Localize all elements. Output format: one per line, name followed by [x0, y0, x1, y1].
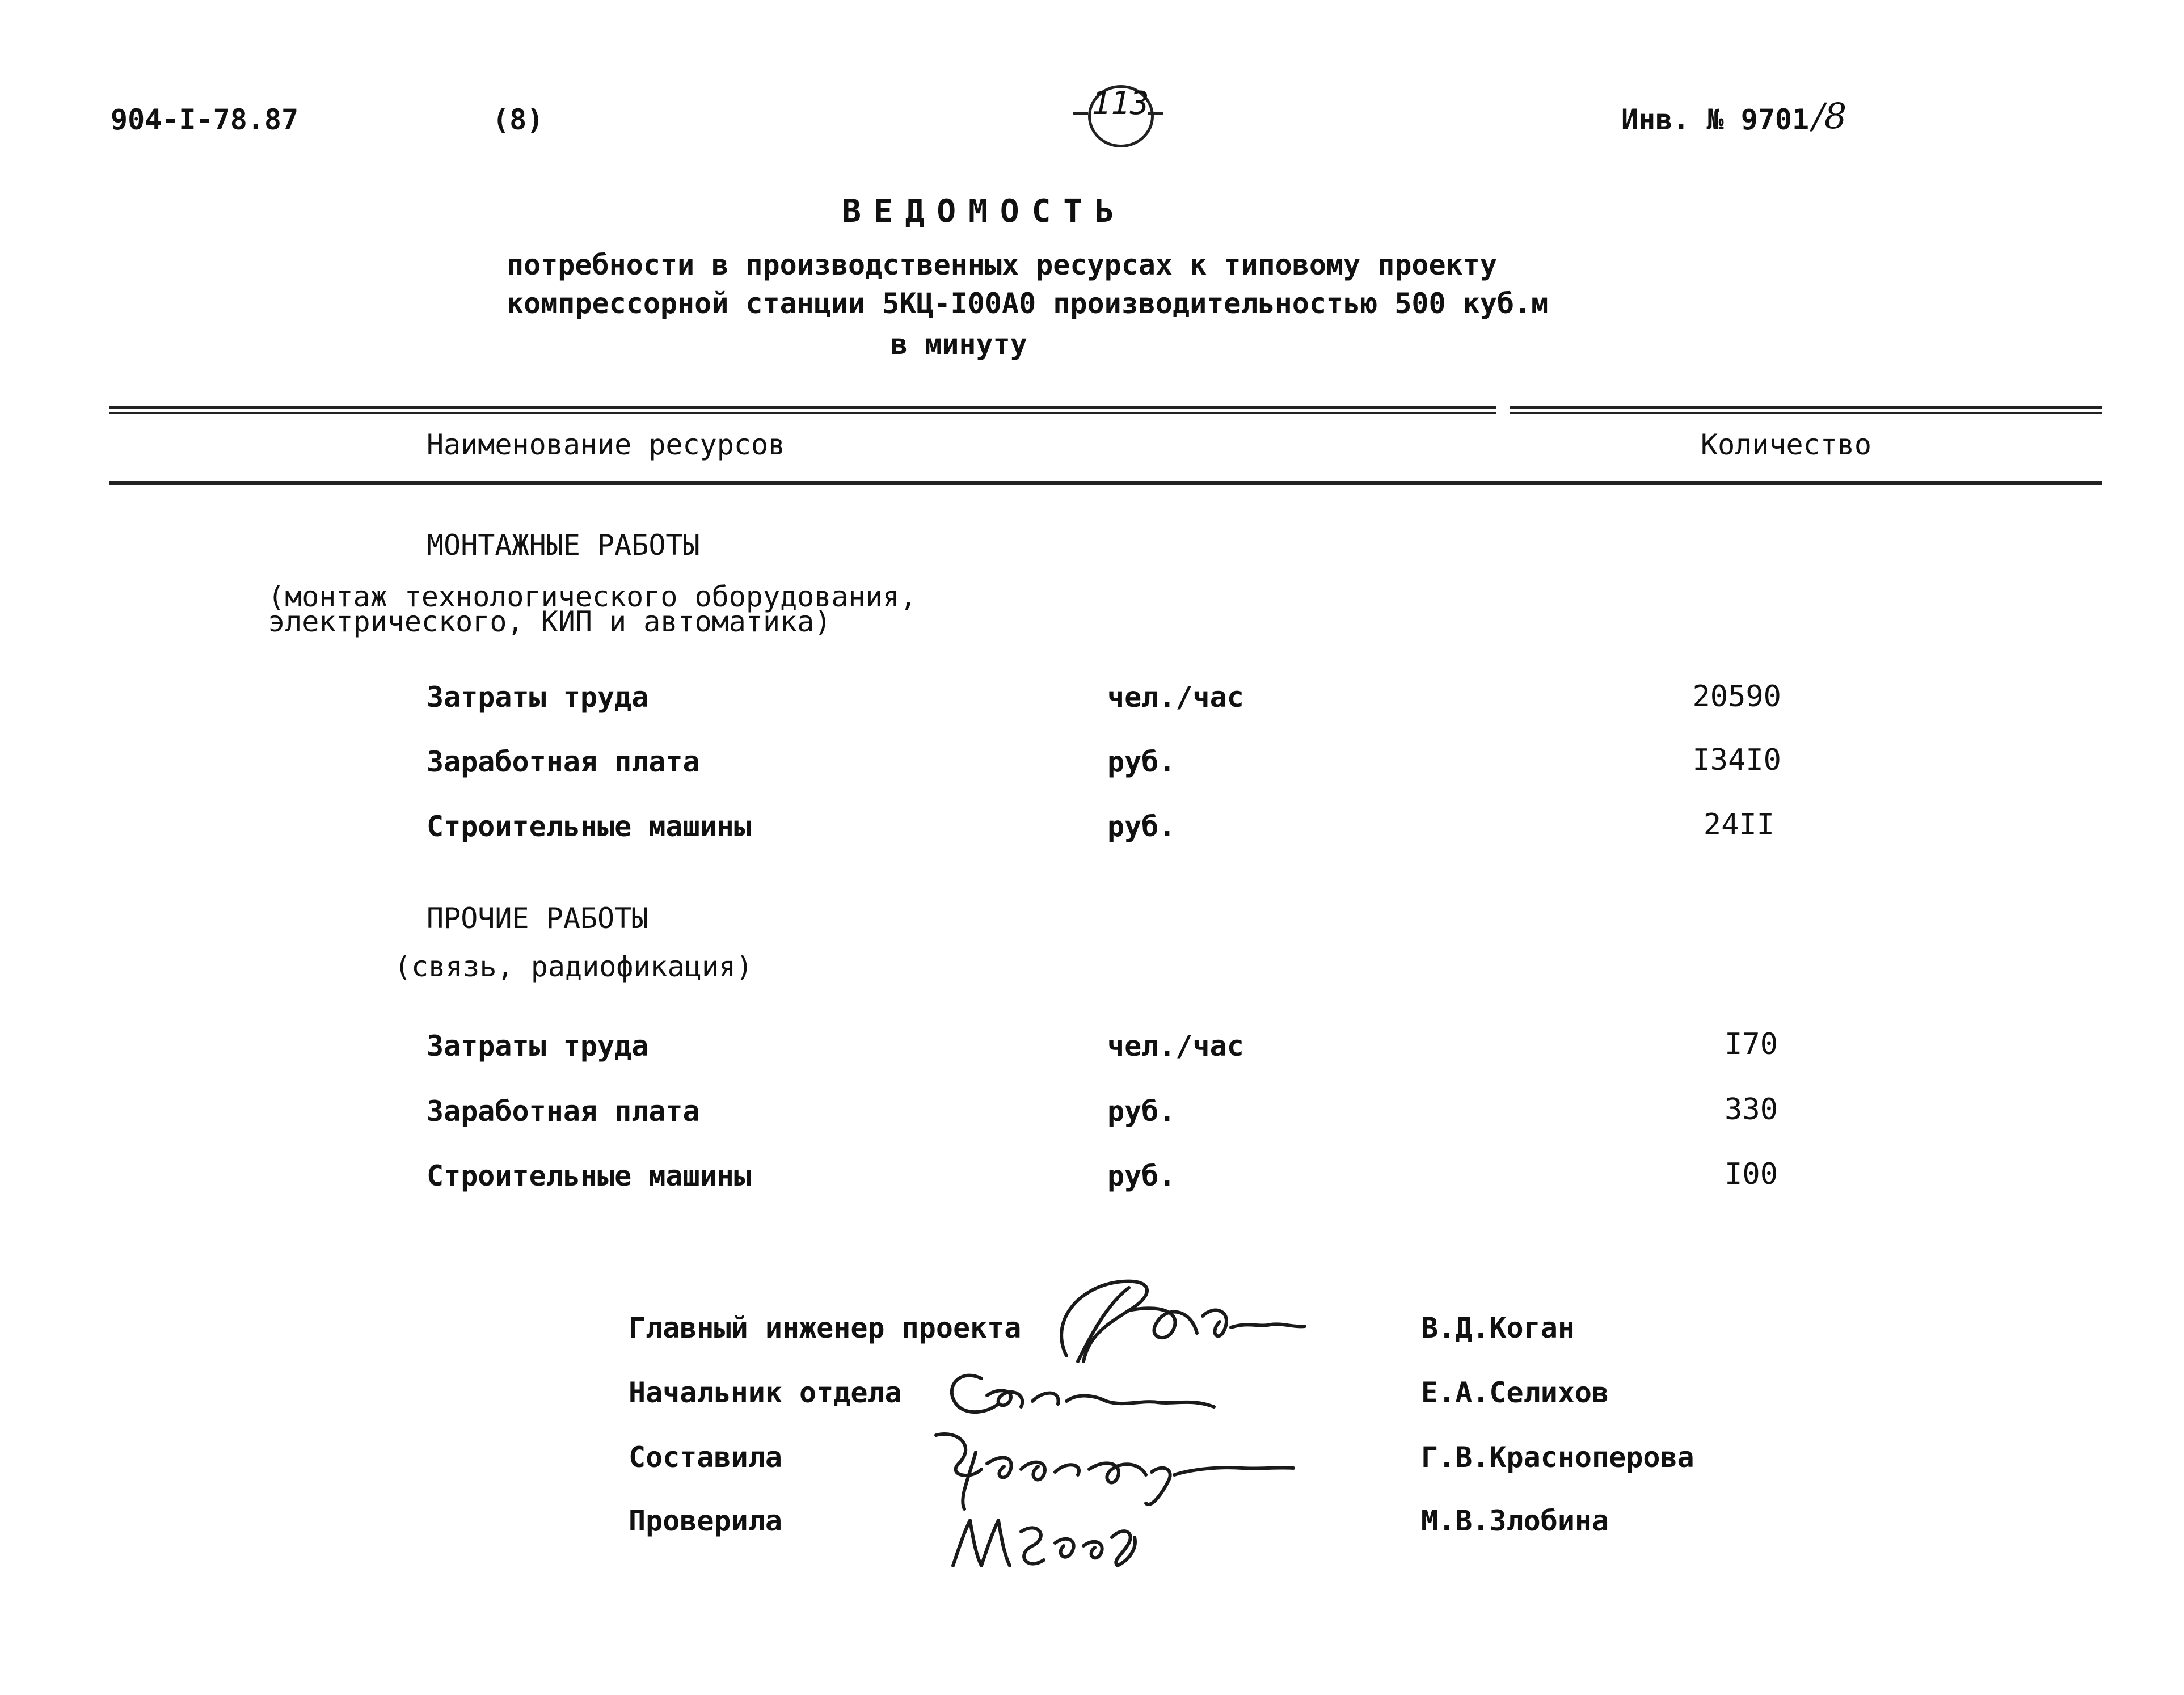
- signature-role: Проверила: [629, 1504, 782, 1537]
- signature-name: В.Д.Коган: [1421, 1312, 1575, 1344]
- page-number: 113: [1091, 85, 1149, 122]
- row-unit: чел./час: [1107, 1030, 1244, 1062]
- row-name: Строительные машины: [427, 1159, 751, 1192]
- column-header-name: Наименование ресурсов: [427, 428, 786, 461]
- signature-role: Составила: [629, 1441, 782, 1474]
- row-value: I70: [1725, 1027, 1778, 1061]
- handwritten-signature-department-head: [936, 1356, 1231, 1424]
- signature-name: М.В.Злобина: [1421, 1504, 1609, 1537]
- row-name: Заработная плата: [427, 1095, 700, 1128]
- row-name: Затраты труда: [427, 1030, 649, 1062]
- signature-role: Главный инженер проекта: [629, 1312, 1022, 1344]
- signature-name: Е.А.Селихов: [1421, 1376, 1609, 1409]
- document-title: ВЕДОМОСТЬ: [842, 193, 1127, 230]
- column-header-quantity: Количество: [1701, 428, 1872, 461]
- table-top-rule-right-2: [1510, 412, 2102, 414]
- row-value: 24II: [1703, 808, 1774, 842]
- inventory-suffix: /8: [1812, 95, 1847, 137]
- handwritten-signature-checked-by: [942, 1498, 1169, 1583]
- row-unit: руб.: [1107, 1159, 1176, 1192]
- section-title: МОНТАЖНЫЕ РАБОТЫ: [427, 529, 700, 562]
- row-value: 20590: [1692, 680, 1781, 714]
- signature-role: Начальник отдела: [629, 1376, 902, 1409]
- row-name: Заработная плата: [427, 745, 700, 778]
- row-unit: руб.: [1107, 745, 1176, 778]
- sheet-number: (8): [492, 103, 544, 136]
- subtitle-line-3: в минуту: [891, 328, 1027, 361]
- section-note-line: (монтаж технологического оборудования,: [268, 580, 917, 613]
- row-name: Затраты труда: [427, 681, 649, 714]
- signature-name: Г.В.Красноперова: [1421, 1441, 1694, 1474]
- row-value: 330: [1725, 1093, 1778, 1127]
- row-unit: чел./час: [1107, 681, 1244, 714]
- table-top-rule-right-1: [1510, 406, 2102, 409]
- inventory-number: Инв. № 9701: [1621, 103, 1810, 136]
- row-unit: руб.: [1107, 1095, 1176, 1128]
- row-unit: руб.: [1107, 810, 1176, 843]
- table-top-rule-left-2: [109, 412, 1496, 414]
- table-top-rule-left-1: [109, 406, 1496, 409]
- row-value: I34I0: [1692, 743, 1781, 777]
- row-name: Строительные машины: [427, 810, 751, 843]
- section-note-line: (связь, радиофикация): [394, 950, 753, 983]
- document-code: 904-I-78.87: [111, 103, 299, 136]
- section-title: ПРОЧИЕ РАБОТЫ: [427, 902, 649, 935]
- section-note-line: электрического, КИП и автоматика): [268, 605, 832, 638]
- table-header-rule: [109, 481, 2102, 485]
- subtitle-line-2: компрессорной станции 5КЦ-I00А0 производительностью 500 куб.м: [507, 287, 1549, 320]
- subtitle-line-1: потребности в производственных ресурсах к типовому проекту: [507, 248, 1497, 281]
- row-value: I00: [1725, 1157, 1778, 1191]
